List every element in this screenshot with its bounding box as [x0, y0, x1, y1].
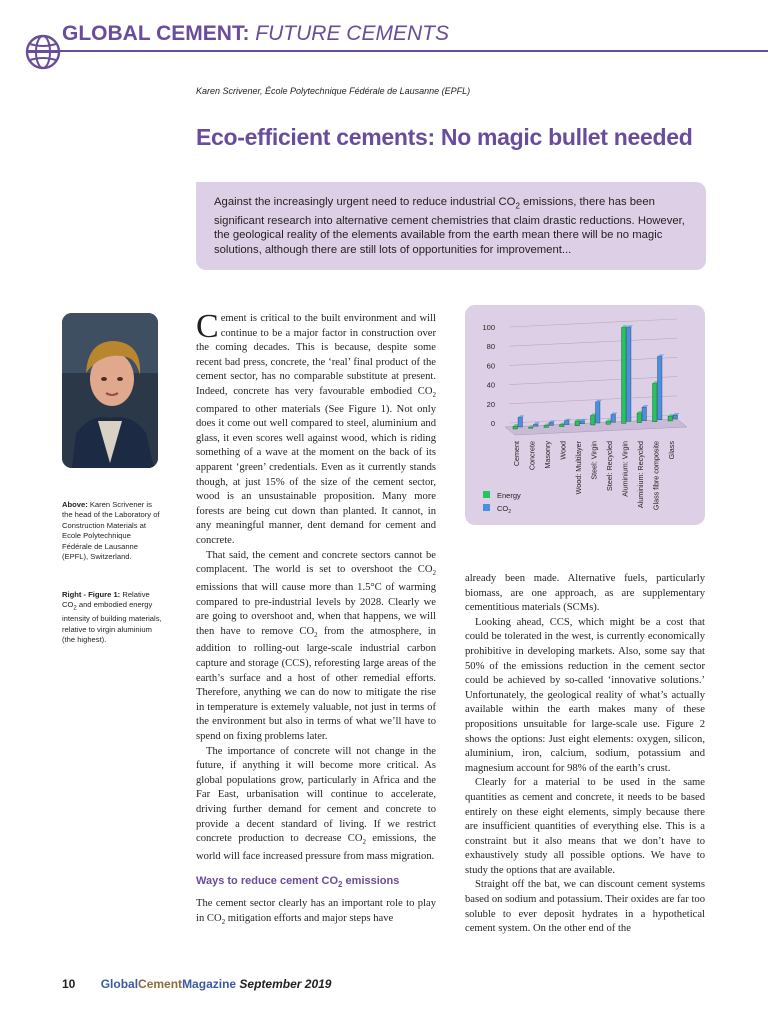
y-tick-label: 60: [486, 361, 495, 371]
globe-icon: [25, 34, 61, 70]
bar-co2-5: [596, 402, 601, 423]
bar-energy-9: [653, 383, 658, 421]
bar-energy-2: [544, 425, 549, 427]
bar-top: [518, 415, 525, 417]
x-tick-label: Glass fibre composite: [651, 441, 661, 511]
x-tick-label: Glass: [667, 441, 676, 460]
page-number: 10: [62, 977, 76, 991]
author-line: Karen Scrivener, École Polytechnique Fédérale de Lausanne (EPFL): [196, 86, 471, 96]
bar-top: [596, 400, 603, 402]
figure-caption: Right - Figure 1: Relative $CO_2$ and embodied energy intensity of building materials, relative to virgin aluminium (the highest).: [62, 590, 162, 645]
legend-energy: Energy: [497, 491, 521, 500]
author-photo: [62, 313, 158, 468]
bar-energy-4: [575, 421, 580, 426]
bar-top: [611, 413, 618, 415]
legend-co2: $CO_2$: [497, 504, 512, 515]
masthead: GLOBAL CEMENT: FUTURE CEMENTS: [62, 22, 449, 45]
bar-energy-6: [606, 421, 611, 424]
bar-energy-3: [560, 425, 565, 427]
section-subhead: Ways to reduce cement $CO_2$ emissions: [196, 875, 400, 890]
y-tick-label: 80: [486, 342, 495, 352]
photo-caption: Above: Karen Scrivener is the head of the Laboratory of Construction Materials at Ecole Polytechnique Fédérale de Lausanne (EPFL), Switzerland.: [62, 500, 160, 562]
bar-co2-9: [658, 356, 663, 419]
x-tick-label: Steel: Recycled: [605, 441, 614, 491]
bar-energy-1: [529, 427, 534, 428]
article-title: Eco-efficient cements: No magic bullet needed: [196, 124, 693, 150]
bar-co2-0: [518, 417, 523, 427]
gridline: [509, 338, 677, 346]
bar-co2-2: [549, 423, 554, 426]
header-rule: [26, 50, 768, 52]
bar-energy-5: [591, 415, 596, 425]
bar-top: [642, 405, 649, 407]
figure-1-chart: [465, 305, 705, 525]
body-column-2: already been made. Alternative fuels, particularly biomass, are one approach, as are supplementary cementitious materials (SCMs). Looking ahead, CCS, which might be a cost that could be tolerated in the west, is currently economically prohibitive in developing markets. Also, some say that 50% of the emissions reduction in the cement sector could be achieved by so-called ‘innovative solutions.’ Unfortunately, the geological reality of what’s actually available within the earth makes many of these propositions unsuitable for large-scale use. Figure 2 shows the options: Just eight elements: oxygen, silicon, aluminium, iron, calcium, sodium, potassium and magnesium account for 98% of the earth’s crust. Clearly for a material to be used in the same quantities as cement and concrete, it needs to be based entirely on these eight elements, simply because there are insufficient quantities of everything else. This is a constraint but it also means that we don’t have to exhaustively study all possible options. We have to study the options that are available. Straight off the bat, we can discount cement systems based on sodium and potassium. Their oxides are far too soluble to ever deposit hydrates in a hypothetical cement system. On the other end of the: [465, 573, 705, 935]
y-tick-label: 20: [486, 399, 495, 409]
bar-co2-10: [673, 415, 678, 419]
bar-co2-8: [642, 407, 647, 420]
x-tick-label: Cement: [512, 441, 521, 467]
bar-energy-7: [622, 327, 627, 423]
bar-energy-0: [513, 426, 518, 429]
x-tick-label: Concrete: [527, 441, 537, 471]
x-tick-label: Aluminium: Virgin: [620, 441, 630, 497]
bar-co2-3: [565, 421, 570, 425]
bar-top: [658, 354, 665, 356]
x-tick-label: Steel: Virgin: [589, 441, 599, 480]
bar-co2-4: [580, 421, 585, 424]
legend-swatch-energy: [483, 491, 490, 498]
drop-cap: C: [196, 308, 219, 345]
x-tick-label: Wood: [558, 441, 568, 460]
bar-energy-8: [637, 413, 642, 423]
gridline: [509, 396, 677, 404]
y-tick-label: 0: [490, 419, 495, 428]
chart-svg: [465, 305, 705, 525]
page-footer: 10 GlobalCementMagazine September 2019: [62, 977, 332, 991]
legend-swatch-co2: [483, 504, 490, 511]
bar-top: [565, 419, 572, 421]
bar-co2-7: [627, 327, 632, 421]
x-tick-label: Masonry: [543, 441, 552, 469]
gridline: [509, 357, 677, 365]
gridline: [509, 377, 677, 385]
x-tick-label: Wood: Multilayer: [574, 441, 583, 495]
intro-box: Against the increasingly urgent need to reduce industrial $CO_2$ emissions, there has been significant research into alternative cement chemistries that claim drastic reductions. However, the geological reality of the elements available from the earth mean there will be no magic solutions, although there are still lots of opportunities for improvement...: [196, 182, 706, 270]
bar-co2-6: [611, 415, 616, 423]
x-tick-label: Aluminium: Recycled: [636, 441, 645, 509]
y-tick-label: 100: [482, 323, 495, 332]
gridline: [509, 319, 677, 327]
issue-date: September 2019: [239, 977, 332, 991]
bar-co2-1: [534, 424, 539, 426]
bar-energy-10: [668, 416, 673, 421]
bar-top: [673, 413, 680, 415]
bar-top: [534, 422, 541, 424]
body-column-1: Cement is critical to the built environment and will continue to be a major factor in construction over the coming decades. This is because, despite some recent bad press, concrete, the ‘real’ final product of the cement sector, has no comparable substitute at present. Indeed, concrete has very favourable embodied $CO_2$ compared to other materials (See Figure 1). Not only does it come out well compared to steel, aluminium and glass, it even scores well against wood, which is riding something of a wave at the moment on the back of its apparent ‘green’ credentials. Even as it currently stands though, at just 15% of the size of the cement sector, wood is an unsustainable proposition. Many more forests are being cut down than planted. It cannot, in any meaningful manner, dent demand for cement and concrete. That said, the cement and concrete sectors cannot be complacent. The world is set to overshoot the $CO_2$ emissions that will cause more than 1.5°C of warming compared to pre-industrial levels by 2028. Clearly we are going to overshoot and, when that happens, we will then have to remove $CO_2$ from the atmosphere, in addition to rolling-out large-scale industrial carbon capture and storage (CCS), reforesting large areas of the earth’s surface and a host of other remedial efforts. Therefore, anything we can do now to mitigate the rise in temperature is extemely valuable, not just in terms of the environment but also in terms of what we’ll have to spend on fixing problems later. The importance of concrete will not change in the future, if anything it will become more critical. As global populations grow, particularly in Africa and the Far East, urbanisation will continue to accelerate, driving further demand for cement and concrete to provide a decent standard of living. If we restrict concrete production to decrease $CO_2$ emissions, the world will face increased pressure from mass migration. Ways to reduce cement $CO_2$ emissions The cement sector clearly has an important role to play in $CO_2$ mitigation efforts and major steps have: [196, 308, 436, 926]
y-tick-label: 40: [486, 380, 495, 390]
